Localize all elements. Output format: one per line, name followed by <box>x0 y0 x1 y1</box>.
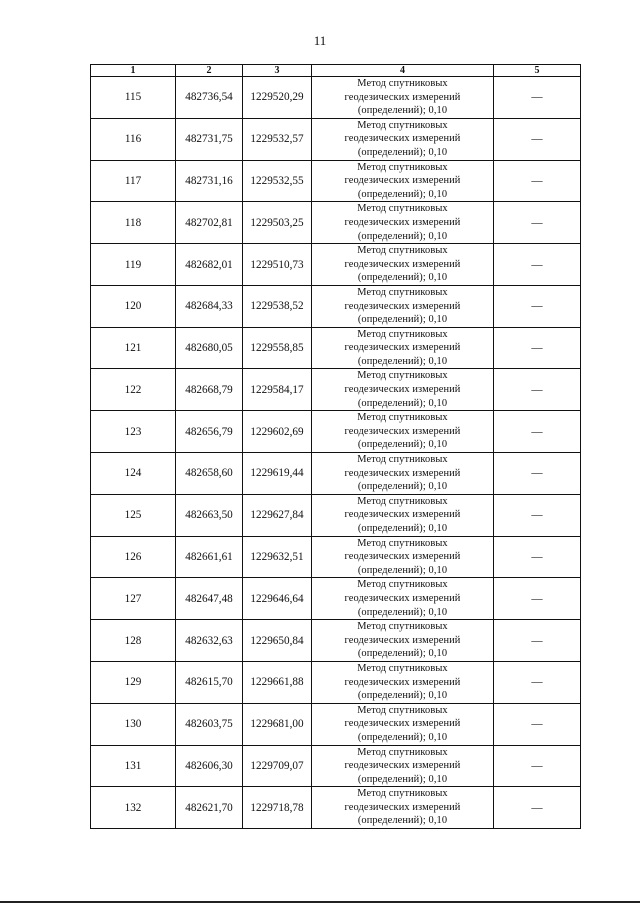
table-row <box>91 244 581 286</box>
table-header <box>91 65 581 77</box>
header-col-4: 4 <box>312 65 494 77</box>
table-body <box>91 77 581 829</box>
method-line-2: геодезических измерений <box>344 718 461 730</box>
table-row <box>91 494 581 536</box>
col5-cell: — <box>494 578 581 620</box>
method-line-2: геодезических измерений <box>344 133 461 145</box>
table-row <box>91 703 581 745</box>
method-cell <box>312 703 494 745</box>
method-line-2: геодезических измерений <box>344 384 461 396</box>
method-line-3: (определений); 0,10 <box>357 230 448 242</box>
col5-cell: — <box>494 77 581 119</box>
coord-x-cell: 482663,50 <box>176 494 243 536</box>
method-line-2: геодезических измерений <box>344 425 461 437</box>
table-row <box>91 536 581 578</box>
col5-cell: — <box>494 494 581 536</box>
table-row <box>91 453 581 495</box>
method-line-1: Метод спутниковых <box>357 621 448 633</box>
method-cell <box>312 77 494 119</box>
method-line-2: геодезических измерений <box>344 801 461 813</box>
method-line-1: Метод спутниковых <box>357 78 448 89</box>
method-line-1: Метод спутниковых <box>357 370 448 382</box>
coord-y-cell: 1229558,85 <box>243 327 312 369</box>
coord-x-cell: 482606,30 <box>176 745 243 787</box>
point-number-cell: 125 <box>91 494 176 536</box>
method-cell <box>312 453 494 495</box>
method-line-2: геодезических измерений <box>344 509 461 521</box>
col5-cell: — <box>494 202 581 244</box>
coord-y-cell: 1229718,78 <box>243 787 312 829</box>
col5-cell: — <box>494 369 581 411</box>
coord-x-cell: 482656,79 <box>176 411 243 453</box>
method-line-2: геодезических измерений <box>344 300 461 312</box>
point-number-cell: 122 <box>91 369 176 411</box>
method-cell <box>312 160 494 202</box>
col5-cell: — <box>494 285 581 327</box>
coord-y-cell: 1229646,64 <box>243 578 312 620</box>
col5-cell: — <box>494 160 581 202</box>
coord-x-cell: 482702,81 <box>176 202 243 244</box>
method-cell <box>312 620 494 662</box>
method-cell <box>312 202 494 244</box>
coord-x-cell: 482658,60 <box>176 453 243 495</box>
method-line-3: (определений); 0,10 <box>357 397 448 409</box>
header-col-1: 1 <box>91 65 176 77</box>
point-number-cell: 120 <box>91 285 176 327</box>
method-line-1: Метод спутниковых <box>357 579 448 591</box>
method-line-3: (определений); 0,10 <box>357 314 448 326</box>
col5-cell: — <box>494 453 581 495</box>
method-line-2: геодезических измерений <box>344 676 461 688</box>
point-number-cell: 116 <box>91 118 176 160</box>
coord-y-cell: 1229602,69 <box>243 411 312 453</box>
method-line-2: геодезических измерений <box>344 258 461 270</box>
col5-cell: — <box>494 661 581 703</box>
coord-x-cell: 482668,79 <box>176 369 243 411</box>
method-line-3: (определений); 0,10 <box>357 606 448 618</box>
coord-x-cell: 482661,61 <box>176 536 243 578</box>
method-cell <box>312 411 494 453</box>
col5-cell: — <box>494 703 581 745</box>
method-line-1: Метод спутниковых <box>357 286 448 298</box>
coord-x-cell: 482684,33 <box>176 285 243 327</box>
method-cell <box>312 578 494 620</box>
coord-x-cell: 482731,75 <box>176 118 243 160</box>
table-row <box>91 202 581 244</box>
coord-y-cell: 1229532,55 <box>243 160 312 202</box>
method-line-1: Метод спутниковых <box>357 328 448 340</box>
method-cell <box>312 369 494 411</box>
method-cell <box>312 661 494 703</box>
method-line-3: (определений); 0,10 <box>357 105 448 117</box>
method-line-2: геодезических измерений <box>344 760 461 772</box>
method-line-1: Метод спутниковых <box>357 537 448 549</box>
table-row <box>91 160 581 202</box>
coord-y-cell: 1229681,00 <box>243 703 312 745</box>
table-row <box>91 787 581 829</box>
method-line-2: геодезических измерений <box>344 551 461 563</box>
col5-cell: — <box>494 118 581 160</box>
table-row <box>91 578 581 620</box>
method-line-1: Метод спутниковых <box>357 161 448 173</box>
coord-y-cell: 1229650,84 <box>243 620 312 662</box>
method-line-1: Метод спутниковых <box>357 746 448 758</box>
method-cell <box>312 494 494 536</box>
method-cell <box>312 787 494 829</box>
coord-x-cell: 482682,01 <box>176 244 243 286</box>
method-cell <box>312 745 494 787</box>
table-row <box>91 77 581 119</box>
table-row <box>91 661 581 703</box>
point-number-cell: 129 <box>91 661 176 703</box>
coordinates-table <box>90 64 581 829</box>
coord-y-cell: 1229538,52 <box>243 285 312 327</box>
method-cell <box>312 285 494 327</box>
method-line-2: геодезических измерений <box>344 467 461 479</box>
method-cell <box>312 244 494 286</box>
method-line-3: (определений); 0,10 <box>357 731 448 743</box>
point-number-cell: 126 <box>91 536 176 578</box>
point-number-cell: 123 <box>91 411 176 453</box>
method-cell <box>312 118 494 160</box>
table-row <box>91 411 581 453</box>
method-line-3: (определений); 0,10 <box>357 564 448 576</box>
coord-y-cell: 1229627,84 <box>243 494 312 536</box>
table-row <box>91 620 581 662</box>
coord-x-cell: 482736,54 <box>176 77 243 119</box>
method-line-3: (определений); 0,10 <box>357 523 448 534</box>
col5-cell: — <box>494 787 581 829</box>
method-line-3: (определений); 0,10 <box>357 188 448 200</box>
method-line-2: геодезических измерений <box>344 592 461 604</box>
coord-x-cell: 482621,70 <box>176 787 243 829</box>
coord-x-cell: 482632,63 <box>176 620 243 662</box>
method-line-2: геодезических измерений <box>344 216 461 228</box>
table-row <box>91 369 581 411</box>
method-line-2: геодезических измерений <box>344 634 461 646</box>
method-line-1: Метод спутниковых <box>357 245 448 257</box>
coord-y-cell: 1229661,88 <box>243 661 312 703</box>
method-line-3: (определений); 0,10 <box>357 773 448 785</box>
point-number-cell: 127 <box>91 578 176 620</box>
coord-y-cell: 1229584,17 <box>243 369 312 411</box>
header-col-5: 5 <box>494 65 581 77</box>
table-row <box>91 327 581 369</box>
coord-y-cell: 1229503,25 <box>243 202 312 244</box>
point-number-cell: 118 <box>91 202 176 244</box>
table-row <box>91 285 581 327</box>
method-line-1: Метод спутниковых <box>357 203 448 215</box>
col5-cell: — <box>494 536 581 578</box>
method-line-3: (определений); 0,10 <box>357 439 448 451</box>
method-line-2: геодезических измерений <box>344 91 461 103</box>
page-bottom-rule <box>0 901 640 903</box>
method-line-1: Метод спутниковых <box>357 704 448 716</box>
method-line-1: Метод спутниковых <box>357 788 448 800</box>
method-line-1: Метод спутниковых <box>357 495 448 507</box>
coord-y-cell: 1229709,07 <box>243 745 312 787</box>
method-line-3: (определений); 0,10 <box>357 648 448 660</box>
method-line-2: геодезических измерений <box>344 175 461 187</box>
method-line-3: (определений); 0,10 <box>357 690 448 702</box>
col5-cell: — <box>494 327 581 369</box>
coord-x-cell: 482615,70 <box>176 661 243 703</box>
point-number-cell: 117 <box>91 160 176 202</box>
table-row <box>91 118 581 160</box>
method-line-3: (определений); 0,10 <box>357 272 448 284</box>
point-number-cell: 119 <box>91 244 176 286</box>
method-line-1: Метод спутниковых <box>357 412 448 424</box>
method-line-2: геодезических измерений <box>344 342 461 354</box>
coord-x-cell: 482603,75 <box>176 703 243 745</box>
col5-cell: — <box>494 620 581 662</box>
coord-y-cell: 1229510,73 <box>243 244 312 286</box>
point-number-cell: 124 <box>91 453 176 495</box>
header-col-2: 2 <box>176 65 243 77</box>
coord-y-cell: 1229632,51 <box>243 536 312 578</box>
method-cell <box>312 536 494 578</box>
point-number-cell: 115 <box>91 77 176 119</box>
table-row <box>91 745 581 787</box>
method-line-3: (определений); 0,10 <box>357 146 448 158</box>
method-line-1: Метод спутниковых <box>357 662 448 674</box>
page-number: 11 <box>313 33 327 48</box>
header-row <box>91 65 581 77</box>
point-number-cell: 131 <box>91 745 176 787</box>
coord-y-cell: 1229520,29 <box>243 77 312 119</box>
col5-cell: — <box>494 244 581 286</box>
method-cell <box>312 327 494 369</box>
point-number-cell: 132 <box>91 787 176 829</box>
method-line-3: (определений); 0,10 <box>357 815 448 827</box>
coord-x-cell: 482647,48 <box>176 578 243 620</box>
method-line-3: (определений); 0,10 <box>357 481 448 493</box>
coord-y-cell: 1229619,44 <box>243 453 312 495</box>
col5-cell: — <box>494 745 581 787</box>
point-number-cell: 121 <box>91 327 176 369</box>
coord-y-cell: 1229532,57 <box>243 118 312 160</box>
method-line-1: Метод спутниковых <box>357 454 448 466</box>
header-col-3: 3 <box>243 65 312 77</box>
coord-x-cell: 482731,16 <box>176 160 243 202</box>
point-number-cell: 130 <box>91 703 176 745</box>
point-number-cell: 128 <box>91 620 176 662</box>
col5-cell: — <box>494 411 581 453</box>
method-line-1: Метод спутниковых <box>357 119 448 131</box>
coord-x-cell: 482680,05 <box>176 327 243 369</box>
method-line-3: (определений); 0,10 <box>357 355 448 367</box>
